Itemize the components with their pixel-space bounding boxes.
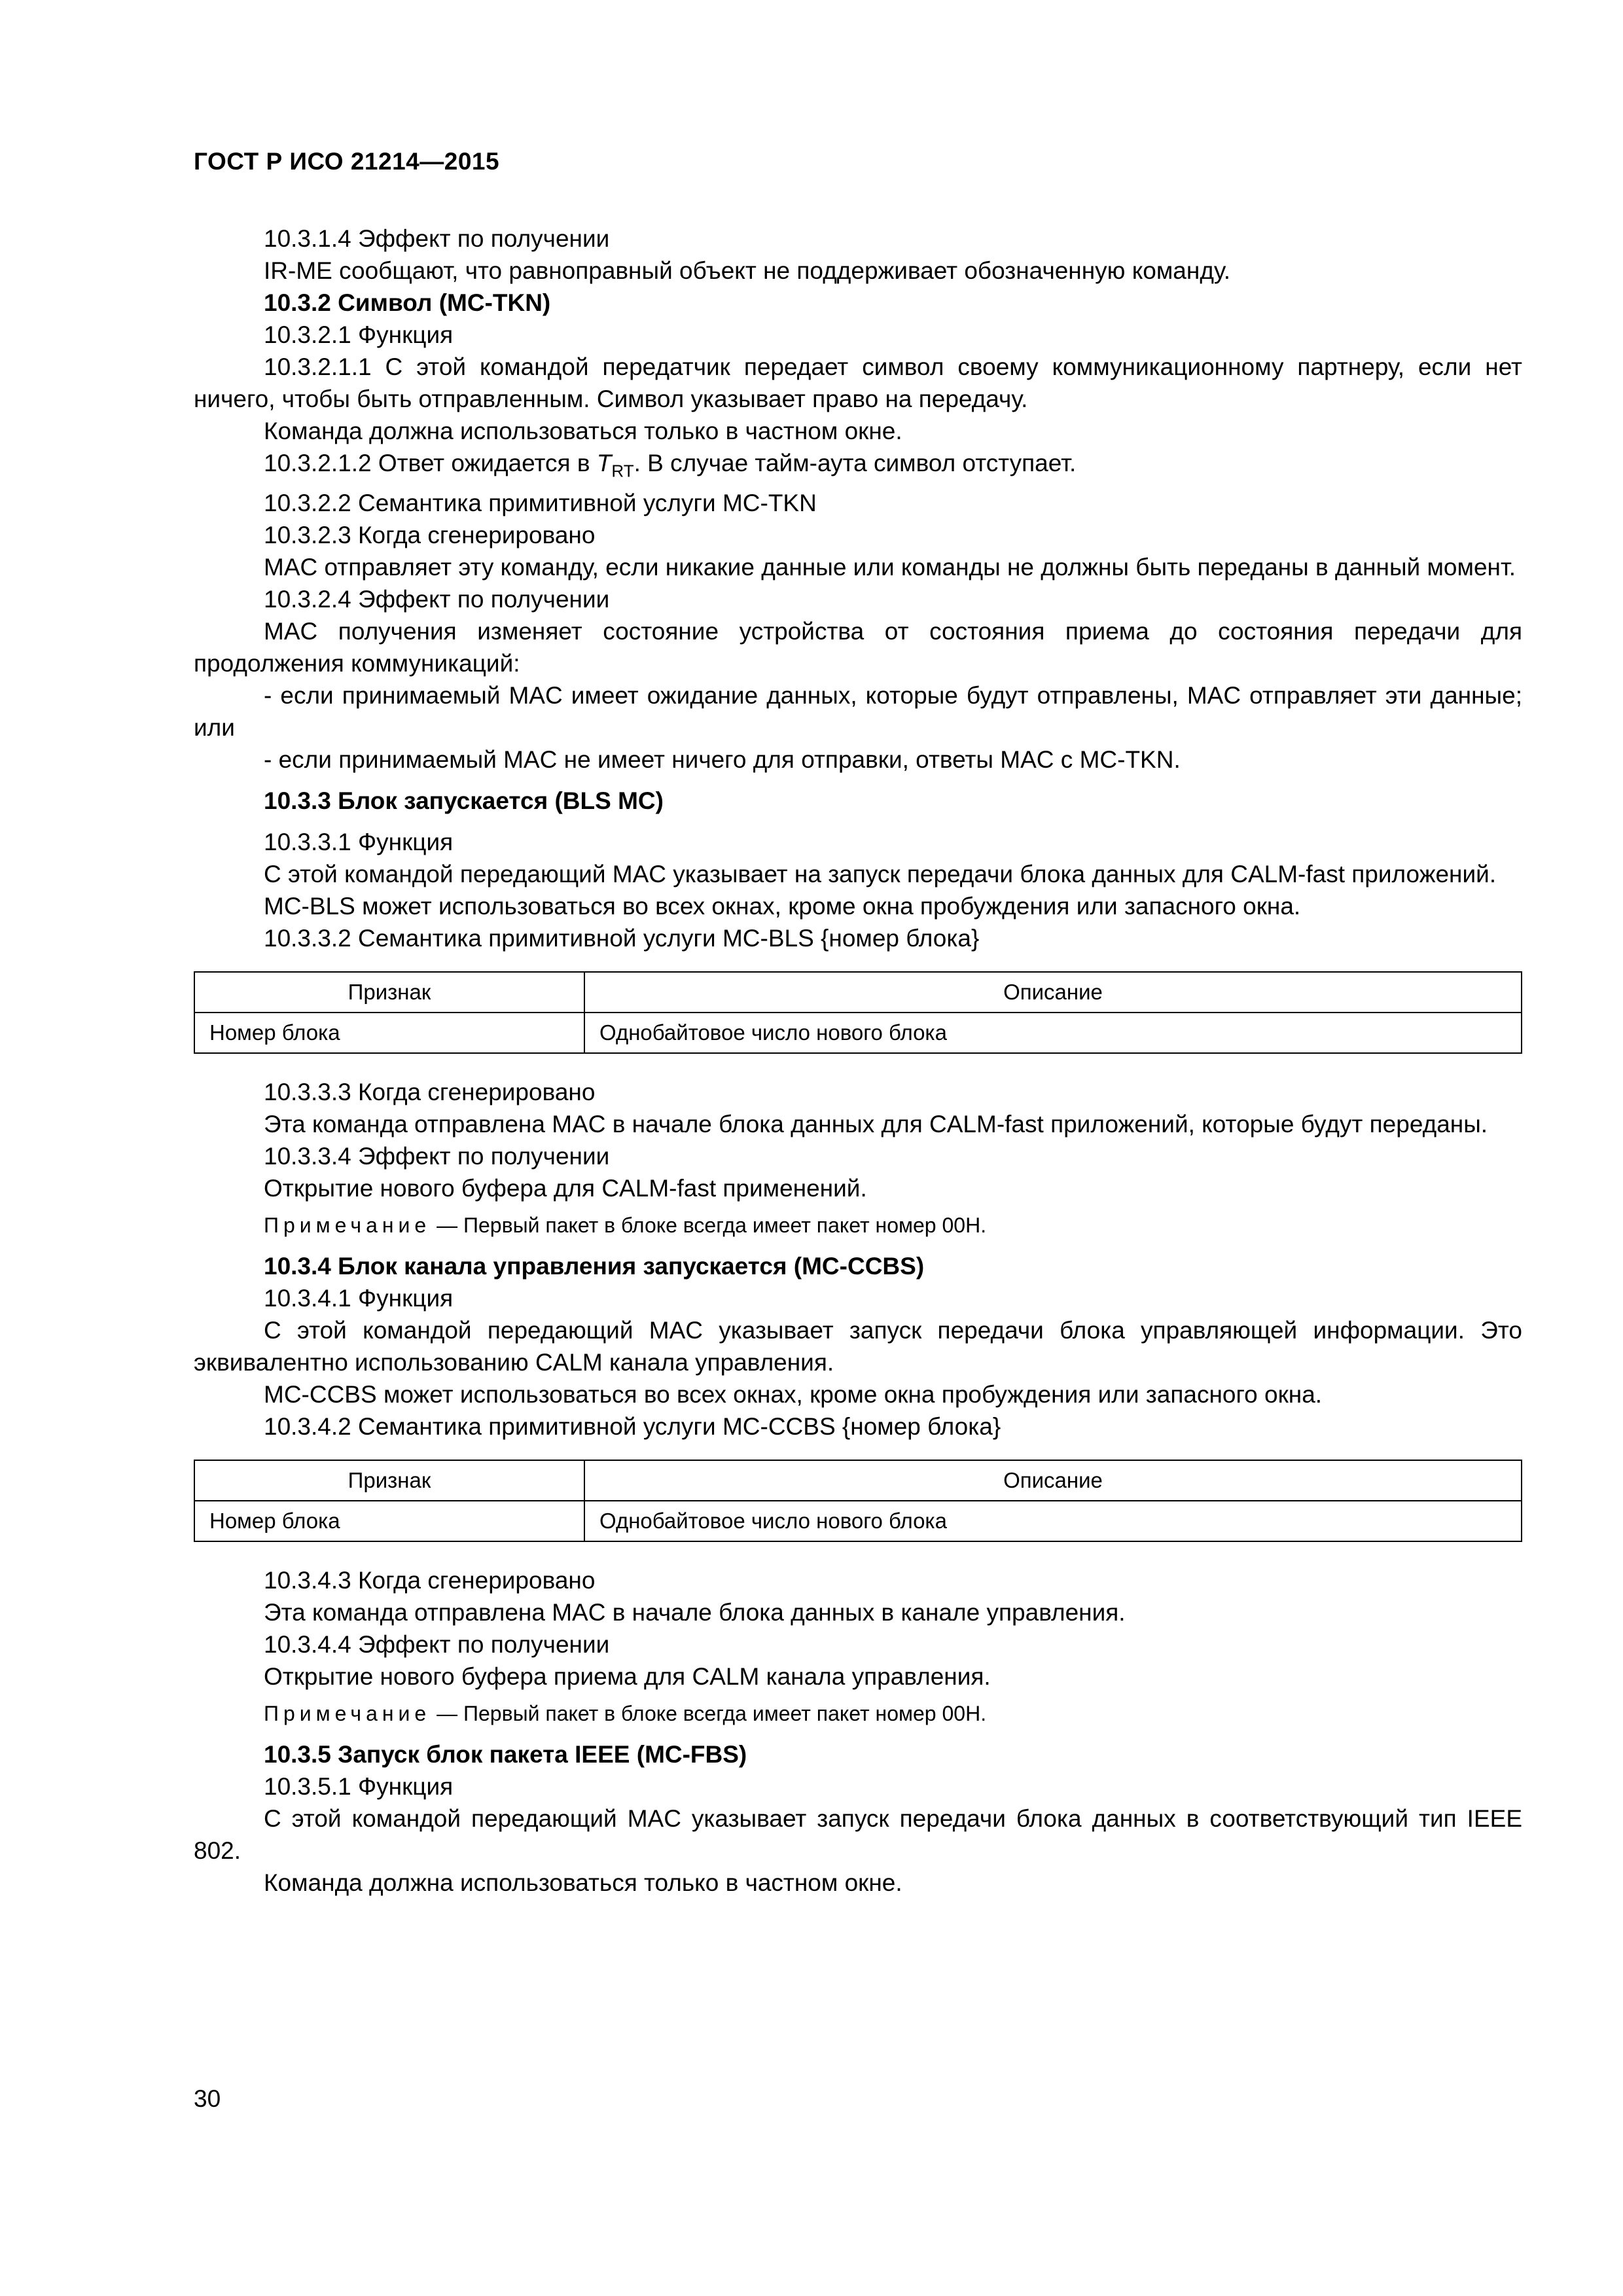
note-text: — Первый пакет в блоке всегда имеет пакет номер 00H. xyxy=(431,1702,987,1726)
page-number: 30 xyxy=(194,2085,221,2112)
table-cell: Однобайтовое число нового блока xyxy=(584,1013,1522,1053)
table-header-cell: Признак xyxy=(194,972,584,1013)
paragraph: 10.3.5.1 Функция xyxy=(264,1773,454,1801)
table-header-cell: Описание xyxy=(584,1460,1522,1501)
table-header-row xyxy=(194,972,1522,1013)
paragraph: С этой командой передающий MAC указывает запуск передачи блока данных в соответствующий тип IEEE 802. xyxy=(194,1805,1522,1865)
paragraph: 10.3.2.1.1 С этой командой передатчик передает символ своему коммуникационному партнеру, если нет ничего, чтобы быть отправленным. Символ указывает право на передачу. xyxy=(194,353,1522,412)
paragraph: 10.3.2.1 Функция xyxy=(264,321,454,348)
document-header: ГОСТ Р ИСО 21214—2015 xyxy=(194,148,500,175)
paragraph: 10.3.4.3 Когда сгенерировано xyxy=(264,1567,596,1594)
attribute-table xyxy=(194,1460,1522,1542)
table-header-cell: Признак xyxy=(194,1460,584,1501)
paragraph: С этой командой передающий MAC указывает на запуск передачи блока данных для CALM-fast приложений. xyxy=(264,861,1497,888)
section-heading: 10.3.2 Символ (MC-TKN) xyxy=(264,289,551,316)
attribute-table xyxy=(194,971,1522,1054)
paragraph: 10.3.3.2 Семантика примитивной услуги MC-BLS {номер блока} xyxy=(264,925,980,952)
formula-variable: T xyxy=(596,450,612,476)
table-cell: Однобайтовое число нового блока xyxy=(584,1501,1522,1541)
paragraph: С этой командой передающий MAC указывает запуск передачи блока управляющей информации. Это эквивалентно использованию CALM канала управления. xyxy=(194,1317,1522,1376)
paragraph: 10.3.3.4 Эффект по получении xyxy=(264,1143,610,1170)
paragraph: 10.3.4.4 Эффект по получении xyxy=(264,1631,610,1659)
table-row xyxy=(194,1501,1522,1541)
formula-prefix: 10.3.2.1.2 Ответ ожидается в xyxy=(264,450,597,476)
paragraph: Команда должна использоваться только в частном окне. xyxy=(264,1869,902,1897)
paragraph: Эта команда отправлена MAC в начале блока данных для CALM-fast приложений, которые будут переданы. xyxy=(264,1111,1488,1138)
paragraph: Открытие нового буфера для CALM-fast применений. xyxy=(264,1175,867,1202)
paragraph: 10.3.2.4 Эффект по получении xyxy=(264,586,610,613)
section-heading: 10.3.3 Блок запускается (BLS MC) xyxy=(264,787,664,815)
paragraph: Открытие нового буфера приема для CALM канала управления. xyxy=(264,1663,991,1691)
paragraph: 10.3.2.2 Семантика примитивной услуги MC-TKN xyxy=(264,490,817,517)
document-body xyxy=(194,223,1522,1899)
note xyxy=(194,1211,1522,1240)
table-row xyxy=(194,1013,1522,1053)
table-cell: Номер блока xyxy=(194,1501,584,1541)
paragraph: MC-CCBS может использоваться во всех окнах, кроме окна пробуждения или запасного окна. xyxy=(264,1381,1323,1408)
note xyxy=(194,1699,1522,1728)
section-heading: 10.3.5 Запуск блок пакета IEEE (MC-FBS) xyxy=(264,1741,747,1768)
list-item: - если принимаемый MAC имеет ожидание данных, которые будут отправлены, MAC отправляет эти данные; или xyxy=(194,682,1522,742)
formula-suffix: . В случае тайм-аута символ отступает. xyxy=(633,450,1077,476)
paragraph: 10.3.4.2 Семантика примитивной услуги MC-CCBS {номер блока} xyxy=(264,1413,1001,1441)
paragraph: MAC получения изменяет состояние устройства от состояния приема до состояния передачи для продолжения коммуникаций: xyxy=(194,618,1522,677)
formula-subscript: RT xyxy=(611,461,634,481)
paragraph-with-formula xyxy=(194,447,1522,487)
table-cell: Номер блока xyxy=(194,1013,584,1053)
note-label: Примечание xyxy=(264,1213,431,1238)
table-header-row xyxy=(194,1460,1522,1501)
note-text: — Первый пакет в блоке всегда имеет пакет номер 00H. xyxy=(431,1213,987,1238)
note-label: Примечание xyxy=(264,1702,431,1726)
paragraph: 10.3.2.3 Когда сгенерировано xyxy=(264,522,596,549)
table-header-cell: Описание xyxy=(584,972,1522,1013)
paragraph: Эта команда отправлена MAC в начале блока данных в канале управления. xyxy=(264,1599,1126,1626)
paragraph: IR-ME сообщают, что равноправный объект не поддерживает обозначенную команду. xyxy=(264,257,1230,284)
paragraph: 10.3.3.1 Функция xyxy=(264,829,454,856)
list-item: - если принимаемый MAC не имеет ничего для отправки, ответы MAC с MC-TKN. xyxy=(264,746,1181,774)
paragraph: Команда должна использоваться только в частном окне. xyxy=(264,418,902,444)
paragraph: 10.3.1.4 Эффект по получении xyxy=(264,225,610,252)
paragraph: 10.3.4.1 Функция xyxy=(264,1285,454,1312)
paragraph: 10.3.3.3 Когда сгенерировано xyxy=(264,1079,596,1106)
paragraph: MC-BLS может использоваться во всех окнах, кроме окна пробуждения или запасного окна. xyxy=(264,893,1301,920)
section-heading: 10.3.4 Блок канала управления запускается (MC-CCBS) xyxy=(264,1253,925,1280)
paragraph: MAC отправляет эту команду, если никакие данные или команды не должны быть переданы в данный момент. xyxy=(264,554,1516,581)
